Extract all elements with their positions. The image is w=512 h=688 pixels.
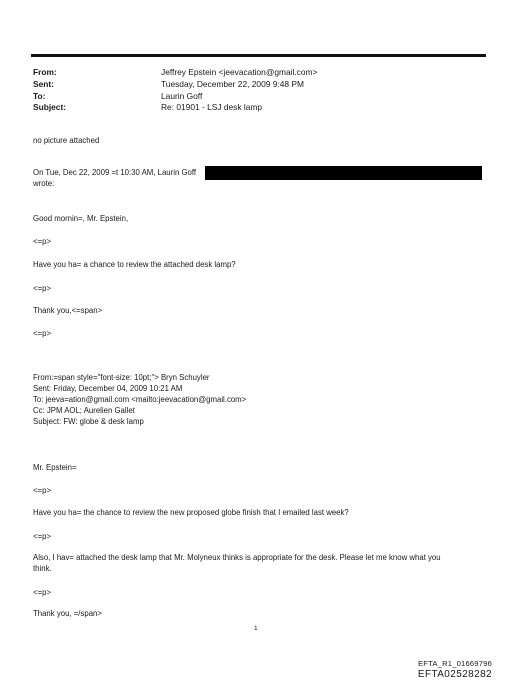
- body-line: <=p>: [33, 532, 51, 541]
- sent-value: Tuesday, December 22, 2009 9:48 PM: [161, 79, 304, 89]
- body-line: Have you ha= the chance to review the new proposed globe finish that I emailed last week?: [33, 508, 349, 517]
- from-value: Jeffrey Epstein <jeevacation@gmail.com>: [161, 67, 318, 77]
- body-line: From:=span style="font-size: 10pt;"> Bryn Schuyler: [33, 373, 210, 382]
- body-line: Thank you, =/span>: [33, 609, 102, 618]
- body-line: <=p>: [33, 284, 51, 293]
- body-line: Sent: Friday, December 04, 2009 10:21 AM: [33, 384, 183, 393]
- redaction-bar: [205, 166, 482, 180]
- subject-label: Subject:: [33, 102, 67, 112]
- sent-label: Sent:: [33, 79, 54, 89]
- body-line: Subject: FW: globe & desk lamp: [33, 417, 144, 426]
- to-value: Laurin Goff: [161, 91, 203, 101]
- body-line: Also, I hav= attached the desk lamp that Mr. Molyneux thinks is appropriate for the desk. Please let me know what you: [33, 553, 441, 562]
- body-line: Have you ha= a chance to review the attached desk lamp?: [33, 260, 236, 269]
- body-line: To: jeeva=ation@gmail.com <mailto:jeevacation@gmail.com>: [33, 395, 247, 404]
- header-rule: [31, 54, 486, 57]
- body-line: Mr. Epstein=: [33, 463, 77, 472]
- body-line: <=p>: [33, 237, 51, 246]
- page-number: 1: [254, 625, 258, 632]
- bates-id-1: EFTA_R1_01669796: [418, 659, 492, 668]
- subject-value: Re: 01901 - LSJ desk lamp: [161, 102, 263, 112]
- body-line: Cc: JPM AOL; Aurelien Gallet: [33, 406, 135, 415]
- body-line: Good mornin=, Mr. Epstein,: [33, 214, 129, 223]
- body-line: <=p>: [33, 329, 51, 338]
- bates-id-2: EFTA02528282: [417, 669, 492, 680]
- to-label: To:: [33, 91, 46, 101]
- body-line: wrote:: [33, 179, 55, 188]
- from-label: From:: [33, 67, 57, 77]
- body-line: On Tue, Dec 22, 2009 =t 10:30 AM, Laurin Goff: [33, 168, 197, 177]
- body-line: think.: [33, 564, 52, 573]
- body-line: <=p>: [33, 486, 51, 495]
- body-line: no picture attached: [33, 136, 100, 145]
- body-line: Thank you,<=span>: [33, 306, 103, 315]
- body-line: <=p>: [33, 588, 51, 597]
